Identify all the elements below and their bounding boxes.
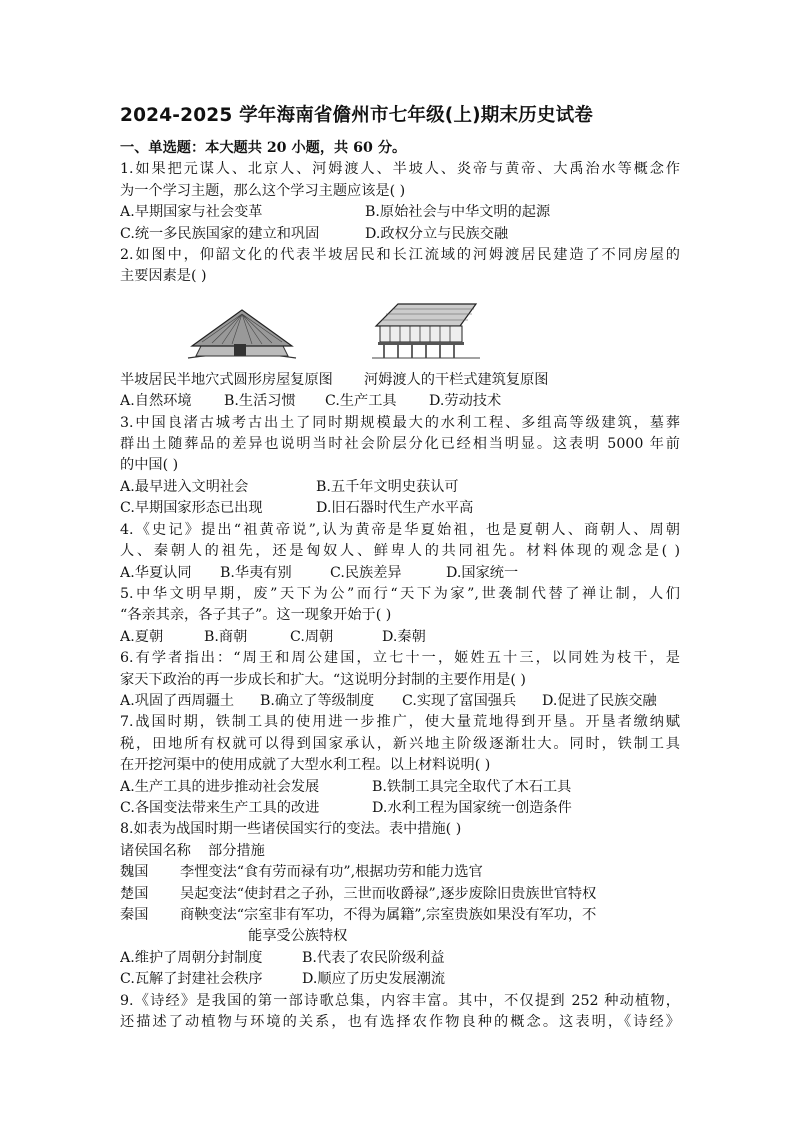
q5-stem-line1: 5.中华文明早期，废”天下为公”而行“天下为家”,世袭制代替了禅让制，人们 (120, 585, 680, 602)
q4-options-row (120, 563, 680, 584)
q1-option-c[interactable]: C.统一多民族国家的建立和巩固 (120, 225, 320, 242)
q8-options-row2 (120, 969, 680, 990)
q2-caption-banpo: 半坡居民半地穴式圆形房屋复原图 (120, 371, 333, 388)
q9-stem-line1: 9.《诗经》是我国的第一部诗歌总集，内容丰富。其中，不仅提到 252 种动植物， (120, 992, 680, 1009)
q8-option-a[interactable]: A.维护了周朝分封制度 (120, 949, 263, 966)
q3-stem-line1: 3.中国良渚古城考古出土了同时期规模最大的水利工程、多组高等级建筑，墓葬 (120, 414, 680, 431)
q4-stem-line2: 人、秦朝人的祖先，还是匈奴人、鲜卑人的共同祖先。材料体现的观念是( ) (120, 543, 680, 560)
q3-option-a[interactable]: A.最早进入文明社会 (120, 478, 249, 495)
q8-row-state: 楚国 (120, 885, 149, 902)
q3-stem-line3: 的中国( ) (120, 457, 179, 474)
q8-stem-line1: 8.如表为战国时期一些诸侯国实行的变法。表中措施( ) (120, 821, 462, 838)
q3-option-b[interactable]: B.五千年文明史获认可 (316, 478, 459, 495)
q8-row-state: 魏国 (120, 864, 149, 881)
banpo-round-house-image (182, 306, 302, 364)
q1-option-a[interactable]: A.早期国家与社会变革 (120, 204, 263, 221)
q8-option-c[interactable]: C.瓦解了封建社会秩序 (120, 971, 263, 988)
q7-option-a[interactable]: A.生产工具的进步推动社会发展 (120, 778, 320, 795)
q5-stem-line2: “各亲其亲，各子其子”。这一现象开始于( ) (120, 607, 392, 624)
q8-header-state: 诸侯国名称 (120, 842, 191, 859)
q8-row-measure-continuation: 能享受公族特权 (248, 928, 348, 945)
q6-option-a[interactable]: A.巩固了西周疆土 (120, 692, 235, 709)
q3-options-row2 (120, 498, 680, 519)
q2-option-a[interactable]: A.自然环境 (120, 393, 192, 410)
q4-stem-line1: 4.《史记》提出“祖黄帝说”,认为黄帝是华夏始祖，也是夏朝人、商朝人、周朝 (120, 521, 680, 538)
q3-option-d[interactable]: D.旧石器时代生产水平高 (316, 500, 474, 517)
q1-options-row1 (120, 202, 680, 223)
q1-options-row2 (120, 224, 680, 245)
q4-option-d[interactable]: D.国家统一 (446, 564, 519, 581)
q3-options-row1 (120, 477, 680, 498)
q7-stem-line3: 在开挖河渠中的使用成就了大型水利工程。以上材料说明( ) (120, 757, 491, 774)
q8-option-b[interactable]: B.代表了农民阶级利益 (302, 949, 445, 966)
q8-table-row (120, 905, 680, 926)
q2-stem-line1: 2.如图中，仰韶文化的代表半坡居民和长江流域的河姆渡居民建造了不同房屋的 (120, 247, 680, 264)
q8-row-measure: 吴起变法“使封君之子孙，三世而收爵禄”,逐步废除旧贵族世官特权 (180, 885, 597, 902)
q8-table-row (120, 862, 680, 883)
q2-option-d[interactable]: D.劳动技术 (429, 393, 502, 410)
q3-option-c[interactable]: C.早期国家形态已出现 (120, 500, 263, 517)
q2-captions (120, 370, 680, 391)
q5-option-a[interactable]: A.夏朝 (120, 628, 164, 645)
q7-option-c[interactable]: C.各国变法带来生产工具的改进 (120, 799, 320, 816)
q4-option-b[interactable]: B.华夷有别 (220, 564, 292, 581)
q5-options-row (120, 627, 680, 648)
q1-stem-line2: 为一个学习主题，那么这个学习主题应该是( ) (120, 182, 406, 199)
q3-stem-line2: 群出土随葬品的差异也说明当时社会阶层分化已经相当明显。这表明 5000 年前 (120, 436, 680, 453)
q4-option-c[interactable]: C.民族差异 (330, 564, 402, 581)
q8-options-row1 (120, 948, 680, 969)
q7-option-d[interactable]: D.水利工程为国家统一创造条件 (372, 799, 572, 816)
q6-options-row (120, 691, 680, 712)
q2-stem-line2: 主要因素是( ) (120, 268, 207, 285)
q4-option-a[interactable]: A.华夏认同 (120, 564, 192, 581)
q8-header-measures: 部分措施 (208, 842, 265, 859)
q2-figure (120, 288, 680, 370)
q6-stem-line1: 6.有学者指出：“周王和周公建国，立七十一，姬姓五十三，以同姓为枝干，是 (120, 650, 680, 667)
q5-option-b[interactable]: B.商朝 (204, 628, 248, 645)
q7-options-row2 (120, 798, 680, 819)
section-heading: 一、单选题：本大题共 20 小题，共 60 分。 (120, 140, 407, 156)
q7-option-b[interactable]: B.铁制工具完全取代了木石工具 (372, 778, 572, 795)
q8-option-d[interactable]: D.顺应了历史发展潮流 (302, 971, 446, 988)
q6-option-d[interactable]: D.促进了民族交融 (542, 692, 657, 709)
q1-option-b[interactable]: B.原始社会与中华文明的起源 (365, 204, 551, 221)
q5-option-d[interactable]: D.秦朝 (382, 628, 426, 645)
q8-row-state: 秦国 (120, 907, 149, 923)
exam-content (120, 138, 680, 1033)
q5-option-c[interactable]: C.周朝 (290, 628, 334, 645)
q7-options-row1 (120, 777, 680, 798)
q1-option-d[interactable]: D.政权分立与民族交融 (365, 225, 509, 242)
q6-stem-line2: 家天下政治的再一步成长和扩大。“这说明分封制的主要作用是( ) (120, 671, 526, 688)
q1-stem-line1: 1.如果把元谋人、北京人、河姆渡人、半坡人、炎帝与黄帝、大禹治水等概念作 (120, 161, 680, 178)
q6-option-c[interactable]: C.实现了富国强兵 (402, 692, 517, 709)
q2-option-b[interactable]: B.生活习惯 (224, 393, 296, 410)
q7-stem-line1: 7.战国时期，铁制工具的使用进一步推广，使大量荒地得到开垦。开垦者缴纳赋 (120, 714, 680, 731)
q6-option-b[interactable]: B.确立了等级制度 (260, 692, 375, 709)
q2-option-c[interactable]: C.生产工具 (325, 393, 397, 410)
q8-table-header (120, 841, 680, 862)
q2-caption-hemudu: 河姆渡人的干栏式建筑复原图 (364, 371, 549, 388)
q8-row-measure: 李悝变法“食有劳而禄有功”,根据功劳和能力选官 (180, 864, 483, 881)
q2-options-row (120, 391, 680, 412)
q9-stem-line2: 还描述了动植物与环境的关系，也有选择农作物良种的概念。这表明，《诗经》 (120, 1014, 680, 1031)
hemudu-stilt-house-image (368, 300, 484, 362)
q7-stem-line2: 税，田地所有权就可以得到国家承认，新兴地主阶级逐渐壮大。同时，铁制工具 (120, 735, 680, 752)
exam-title: 2024-2025 学年海南省儋州市七年级(上)期末历史试卷 (120, 105, 594, 126)
q8-table-row (120, 884, 680, 905)
q8-row-measure: 商鞅变法“宗室非有军功，不得为属籍”,宗室贵族如果没有军功，不 (180, 907, 597, 923)
